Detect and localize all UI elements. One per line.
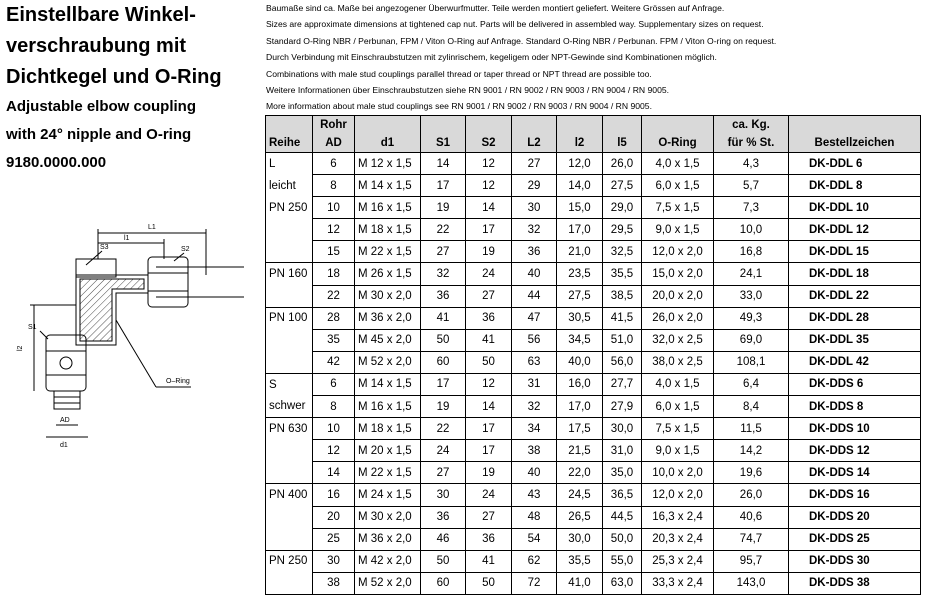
table-cell-kg: 16,8 <box>714 241 789 263</box>
table-cell-l5: 36,5 <box>603 484 642 506</box>
table-cell-l2: 44 <box>512 285 557 307</box>
table-cell-l2: 29 <box>512 175 557 197</box>
header-cell: O-Ring <box>642 134 714 153</box>
table-cell-kg: 6,4 <box>714 373 789 395</box>
table-cell-s2: 12 <box>466 373 512 395</box>
table-cell-l2: 40 <box>512 263 557 285</box>
table-cell-s1: 32 <box>421 263 466 285</box>
table-cell-l5: 35,5 <box>603 263 642 285</box>
table-cell-l2: 17,0 <box>557 396 603 418</box>
table-cell-kg: 74,7 <box>714 528 789 550</box>
table-cell-oring: 33,3 x 2,4 <box>642 572 714 594</box>
table-cell-ad: 6 <box>313 373 355 395</box>
table-cell-l2: 30,0 <box>557 528 603 550</box>
table-cell-d1: M 18 x 1,5 <box>355 418 421 440</box>
title-line: Dichtkegel und O-Ring <box>6 66 222 88</box>
table-cell-l5: 32,5 <box>603 241 642 263</box>
table-cell-code: DK-DDL 35 <box>789 329 921 351</box>
table-cell-kg: 69,0 <box>714 329 789 351</box>
table-cell-kg: 14,2 <box>714 440 789 462</box>
table-cell-l2: 12,0 <box>557 153 603 175</box>
table-cell-code: DK-DDS 20 <box>789 506 921 528</box>
table-cell-reihe <box>266 219 313 241</box>
table-cell-kg: 26,0 <box>714 484 789 506</box>
table-cell-d1: M 14 x 1,5 <box>355 175 421 197</box>
table-cell-l5: 27,7 <box>603 373 642 395</box>
table-cell-s2: 27 <box>466 285 512 307</box>
table-cell-oring: 20,0 x 2,0 <box>642 285 714 307</box>
table-cell-l5: 29,5 <box>603 219 642 241</box>
table-cell-l5: 30,0 <box>603 418 642 440</box>
table-cell-l5: 35,0 <box>603 462 642 484</box>
table-row <box>266 197 921 219</box>
table-cell-code: DK-DDS 14 <box>789 462 921 484</box>
table-cell-l2: 38 <box>512 440 557 462</box>
table-cell-d1: M 42 x 2,0 <box>355 550 421 572</box>
label-l2: l2 <box>17 345 24 351</box>
table-header-row <box>266 116 921 135</box>
table-cell-s1: 60 <box>421 572 466 594</box>
technical-drawing <box>6 215 246 455</box>
label-s1: S1 <box>28 324 37 331</box>
table-cell-ad: 35 <box>313 329 355 351</box>
table-row <box>266 550 921 572</box>
table-row <box>266 506 921 528</box>
table-cell-kg: 8,4 <box>714 396 789 418</box>
table-cell-kg: 49,3 <box>714 307 789 329</box>
note-line: Weitere Informationen über Einschraubstutzen siehe RN 9001 / RN 9002 / RN 9003 / RN 9004 / RN 9005. <box>266 85 670 96</box>
table-cell-d1: M 20 x 1,5 <box>355 440 421 462</box>
table-cell-ad: 14 <box>313 462 355 484</box>
table-cell-oring: 7,5 x 1,5 <box>642 197 714 219</box>
table-cell-l5: 44,5 <box>603 506 642 528</box>
table-cell-ad: 6 <box>313 153 355 175</box>
table-cell-l2: 21,0 <box>557 241 603 263</box>
table-cell-ad: 10 <box>313 418 355 440</box>
table-cell-kg: 24,1 <box>714 263 789 285</box>
table-cell-l2: 27 <box>512 153 557 175</box>
table-cell-code: DK-DDS 12 <box>789 440 921 462</box>
table-row <box>266 484 921 506</box>
table-header-row <box>266 134 921 153</box>
table-cell-s1: 14 <box>421 153 466 175</box>
table-cell-l2: 17,0 <box>557 219 603 241</box>
table-cell-s2: 17 <box>466 440 512 462</box>
table-cell-d1: M 30 x 2,0 <box>355 506 421 528</box>
table-cell-s1: 24 <box>421 440 466 462</box>
header-cell: l2 <box>557 134 603 153</box>
table-cell-l2: 54 <box>512 528 557 550</box>
table-cell-l5: 38,5 <box>603 285 642 307</box>
table-cell-oring: 10,0 x 2,0 <box>642 462 714 484</box>
table-cell-reihe: PN 400 <box>266 484 313 506</box>
header-cell: d1 <box>355 134 421 153</box>
table-cell-s1: 46 <box>421 528 466 550</box>
table-cell-oring: 12,0 x 2,0 <box>642 484 714 506</box>
table-cell-l5: 56,0 <box>603 351 642 373</box>
note-line: More information about male stud couplings see RN 9001 / RN 9002 / RN 9003 / RN 9004 / RN 9005. <box>266 101 652 112</box>
table-cell-ad: 25 <box>313 528 355 550</box>
note-line: Sizes are approximate dimensions at tightened cap nut. Parts will be delivered in assembled way. Supplementary sizes on request. <box>266 19 764 30</box>
table-cell-ad: 8 <box>313 396 355 418</box>
table-cell-kg: 19,6 <box>714 462 789 484</box>
table-cell-oring: 6,0 x 1,5 <box>642 396 714 418</box>
label-l: l1 <box>124 235 130 242</box>
table-cell-d1: M 26 x 1,5 <box>355 263 421 285</box>
table-cell-s2: 36 <box>466 528 512 550</box>
table-row <box>266 528 921 550</box>
table-cell-reihe <box>266 329 313 351</box>
table-cell-d1: M 16 x 1,5 <box>355 197 421 219</box>
table-cell-oring: 9,0 x 1,5 <box>642 440 714 462</box>
table-cell-l2: 72 <box>512 572 557 594</box>
table-cell-l2: 30,5 <box>557 307 603 329</box>
table-cell-kg: 108,1 <box>714 351 789 373</box>
table-cell-d1: M 52 x 2,0 <box>355 351 421 373</box>
table-row <box>266 572 921 594</box>
table-cell-oring: 15,0 x 2,0 <box>642 263 714 285</box>
table-cell-oring: 7,5 x 1,5 <box>642 418 714 440</box>
table-cell-reihe <box>266 440 313 462</box>
table-cell-l5: 27,5 <box>603 175 642 197</box>
table-cell-code: DK-DDL 6 <box>789 153 921 175</box>
table-cell-d1: M 36 x 2,0 <box>355 528 421 550</box>
table-cell-s2: 17 <box>466 418 512 440</box>
table-cell-s1: 22 <box>421 219 466 241</box>
table-cell-s2: 24 <box>466 484 512 506</box>
table-cell-reihe: PN 250 <box>266 197 313 219</box>
header-cell <box>266 116 313 135</box>
table-cell-reihe <box>266 351 313 373</box>
table-cell-s2: 12 <box>466 153 512 175</box>
table-cell-ad: 18 <box>313 263 355 285</box>
table-cell-code: DK-DDS 8 <box>789 396 921 418</box>
table-cell-l2: 17,5 <box>557 418 603 440</box>
table-cell-s1: 30 <box>421 484 466 506</box>
table-cell-reihe: schwer <box>266 396 313 418</box>
table-cell-l2: 47 <box>512 307 557 329</box>
table-cell-reihe <box>266 506 313 528</box>
table-cell-kg: 143,0 <box>714 572 789 594</box>
header-cell: L2 <box>512 134 557 153</box>
table-cell-code: DK-DDL 12 <box>789 219 921 241</box>
table-cell-ad: 20 <box>313 506 355 528</box>
table-cell-code: DK-DDL 10 <box>789 197 921 219</box>
table-cell-l5: 31,0 <box>603 440 642 462</box>
table-cell-l2: 41,0 <box>557 572 603 594</box>
label-s2: S2 <box>181 246 190 253</box>
table-cell-l2: 43 <box>512 484 557 506</box>
table-cell-kg: 33,0 <box>714 285 789 307</box>
table-row <box>266 285 921 307</box>
table-cell-s1: 19 <box>421 197 466 219</box>
table-cell-kg: 11,5 <box>714 418 789 440</box>
title-line: verschraubung mit <box>6 35 187 57</box>
table-cell-reihe <box>266 285 313 307</box>
table-cell-reihe: PN 100 <box>266 307 313 329</box>
table-cell-d1: M 22 x 1,5 <box>355 462 421 484</box>
table-row <box>266 175 921 197</box>
table-cell-s2: 41 <box>466 329 512 351</box>
table-cell-l2: 26,5 <box>557 506 603 528</box>
table-cell-l2: 32 <box>512 219 557 241</box>
note-line: Combinations with male stud couplings parallel thread or taper thread or NPT thread are possible too. <box>266 68 652 79</box>
table-cell-l2: 63 <box>512 351 557 373</box>
table-cell-l5: 51,0 <box>603 329 642 351</box>
table-cell-reihe: PN 630 <box>266 418 313 440</box>
table-cell-code: DK-DDL 15 <box>789 241 921 263</box>
table-cell-l2: 34,5 <box>557 329 603 351</box>
table-cell-reihe <box>266 528 313 550</box>
table-cell-ad: 30 <box>313 550 355 572</box>
table-cell-ad: 38 <box>313 572 355 594</box>
table-cell-s1: 41 <box>421 307 466 329</box>
table-cell-oring: 16,3 x 2,4 <box>642 506 714 528</box>
table-cell-l5: 55,0 <box>603 550 642 572</box>
header-cell: Rohr <box>313 116 355 135</box>
table-cell-kg: 7,3 <box>714 197 789 219</box>
table-cell-d1: M 14 x 1,5 <box>355 373 421 395</box>
table-cell-l2: 56 <box>512 329 557 351</box>
table-cell-code: DK-DDS 25 <box>789 528 921 550</box>
table-cell-s1: 27 <box>421 462 466 484</box>
table-cell-s2: 12 <box>466 175 512 197</box>
table-cell-reihe: L <box>266 153 313 175</box>
table-row <box>266 153 921 175</box>
table-cell-l5: 29,0 <box>603 197 642 219</box>
table-cell-oring: 20,3 x 2,4 <box>642 528 714 550</box>
table-cell-l2: 24,5 <box>557 484 603 506</box>
table-cell-d1: M 24 x 1,5 <box>355 484 421 506</box>
header-cell: für % St. <box>714 134 789 153</box>
table-cell-s1: 17 <box>421 175 466 197</box>
table-cell-s2: 19 <box>466 241 512 263</box>
header-cell: l5 <box>603 134 642 153</box>
table-cell-s2: 14 <box>466 396 512 418</box>
header-cell: AD <box>313 134 355 153</box>
header-cell: S1 <box>421 134 466 153</box>
table-row <box>266 373 921 395</box>
table-cell-code: DK-DDS 10 <box>789 418 921 440</box>
table-cell-d1: M 16 x 1,5 <box>355 396 421 418</box>
table-cell-l2: 35,5 <box>557 550 603 572</box>
table-row <box>266 462 921 484</box>
table-cell-s1: 50 <box>421 329 466 351</box>
table-cell-code: DK-DDS 16 <box>789 484 921 506</box>
table-cell-s2: 50 <box>466 351 512 373</box>
note-line: Durch Verbindung mit Einschraubstutzen mit zylinrischem, kegeligem oder NPT-Gewinde sind Kombinationen möglich. <box>266 52 717 63</box>
subtitle-line: with 24° nipple and O-ring <box>6 126 192 143</box>
note-line: Standard O-Ring NBR / Perbunan, FPM / Viton O-Ring auf Anfrage. Standard O-Ring NBR / Perbunan. FPM / Viton O-ring on request. <box>266 35 777 46</box>
table-row <box>266 241 921 263</box>
table-cell-s1: 60 <box>421 351 466 373</box>
table-cell-s1: 22 <box>421 418 466 440</box>
table-row <box>266 219 921 241</box>
table-cell-d1: M 45 x 2,0 <box>355 329 421 351</box>
table-cell-l2: 22,0 <box>557 462 603 484</box>
table-cell-ad: 12 <box>313 440 355 462</box>
table-cell-l2: 16,0 <box>557 373 603 395</box>
table-cell-kg: 40,6 <box>714 506 789 528</box>
table-cell-code: DK-DDL 42 <box>789 351 921 373</box>
label-oring: O–Ring <box>166 378 190 385</box>
table-cell-l2: 15,0 <box>557 197 603 219</box>
table-cell-reihe: PN 250 <box>266 550 313 572</box>
table-cell-code: DK-DDS 38 <box>789 572 921 594</box>
table-cell-l5: 26,0 <box>603 153 642 175</box>
table-cell-l2: 23,5 <box>557 263 603 285</box>
table-row <box>266 351 921 373</box>
table-cell-s2: 27 <box>466 506 512 528</box>
label-d1: d1 <box>60 442 68 449</box>
title-line: Einstellbare Winkel- <box>6 4 196 26</box>
table-cell-code: DK-DDS 6 <box>789 373 921 395</box>
header-cell: ca. Kg. <box>714 116 789 135</box>
table-row <box>266 440 921 462</box>
table-row <box>266 263 921 285</box>
header-cell: S2 <box>466 134 512 153</box>
table-cell-l2: 32 <box>512 396 557 418</box>
table-cell-s2: 19 <box>466 462 512 484</box>
article-number: 9180.0000.000 <box>6 154 107 171</box>
notes-block <box>266 0 921 115</box>
table-cell-ad: 42 <box>313 351 355 373</box>
table-row <box>266 418 921 440</box>
table-cell-code: DK-DDL 18 <box>789 263 921 285</box>
table-cell-l2: 14,0 <box>557 175 603 197</box>
label-ad: AD <box>60 417 70 424</box>
table-cell-s1: 36 <box>421 285 466 307</box>
table-cell-oring: 6,0 x 1,5 <box>642 175 714 197</box>
table-cell-l2: 40 <box>512 462 557 484</box>
table-cell-ad: 28 <box>313 307 355 329</box>
table-cell-oring: 26,0 x 2,0 <box>642 307 714 329</box>
label-l1: L1 <box>148 224 156 231</box>
table-cell-reihe: PN 160 <box>266 263 313 285</box>
table-cell-oring: 9,0 x 1,5 <box>642 219 714 241</box>
table-cell-s2: 14 <box>466 197 512 219</box>
table-cell-l2: 40,0 <box>557 351 603 373</box>
table-cell-code: DK-DDL 28 <box>789 307 921 329</box>
table-cell-ad: 12 <box>313 219 355 241</box>
table-cell-code: DK-DDL 22 <box>789 285 921 307</box>
table-cell-kg: 5,7 <box>714 175 789 197</box>
table-cell-kg: 4,3 <box>714 153 789 175</box>
table-cell-reihe: leicht <box>266 175 313 197</box>
table-cell-s1: 36 <box>421 506 466 528</box>
table-cell-ad: 10 <box>313 197 355 219</box>
table-cell-reihe: S <box>266 373 313 395</box>
table-cell-s1: 50 <box>421 550 466 572</box>
table-cell-s2: 50 <box>466 572 512 594</box>
table-cell-l5: 41,5 <box>603 307 642 329</box>
table-cell-s1: 17 <box>421 373 466 395</box>
header-cell: Reihe <box>266 134 313 153</box>
table-cell-l2: 30 <box>512 197 557 219</box>
table-cell-oring: 25,3 x 2,4 <box>642 550 714 572</box>
table-cell-reihe <box>266 462 313 484</box>
table-cell-l2: 31 <box>512 373 557 395</box>
table-row <box>266 307 921 329</box>
table-cell-d1: M 22 x 1,5 <box>355 241 421 263</box>
table-cell-ad: 22 <box>313 285 355 307</box>
table-cell-l5: 27,9 <box>603 396 642 418</box>
table-cell-s1: 27 <box>421 241 466 263</box>
header-cell: Bestellzeichen <box>789 134 921 153</box>
table-cell-d1: M 36 x 2,0 <box>355 307 421 329</box>
table-cell-l5: 50,0 <box>603 528 642 550</box>
table-cell-d1: M 18 x 1,5 <box>355 219 421 241</box>
table-cell-l2: 36 <box>512 241 557 263</box>
table-cell-reihe <box>266 572 313 594</box>
table-cell-d1: M 30 x 2,0 <box>355 285 421 307</box>
table-cell-reihe <box>266 241 313 263</box>
table-cell-kg: 95,7 <box>714 550 789 572</box>
table-cell-l2: 27,5 <box>557 285 603 307</box>
table-cell-kg: 10,0 <box>714 219 789 241</box>
table-cell-ad: 16 <box>313 484 355 506</box>
table-cell-oring: 32,0 x 2,5 <box>642 329 714 351</box>
table-cell-ad: 15 <box>313 241 355 263</box>
table-cell-s2: 17 <box>466 219 512 241</box>
table-cell-l2: 21,5 <box>557 440 603 462</box>
table-row <box>266 329 921 351</box>
table-cell-s2: 36 <box>466 307 512 329</box>
product-heading <box>6 0 256 177</box>
table-cell-s2: 41 <box>466 550 512 572</box>
table-cell-l2: 48 <box>512 506 557 528</box>
table-cell-d1: M 52 x 2,0 <box>355 572 421 594</box>
dimension-table <box>265 115 921 595</box>
table-cell-l2: 34 <box>512 418 557 440</box>
subtitle-line: Adjustable elbow coupling <box>6 98 197 115</box>
table-cell-s2: 24 <box>466 263 512 285</box>
table-cell-oring: 12,0 x 2,0 <box>642 241 714 263</box>
table-row <box>266 396 921 418</box>
table-cell-s1: 19 <box>421 396 466 418</box>
table-cell-d1: M 12 x 1,5 <box>355 153 421 175</box>
table-cell-l2: 62 <box>512 550 557 572</box>
label-s3: S3 <box>100 244 109 251</box>
table-cell-oring: 38,0 x 2,5 <box>642 351 714 373</box>
table-cell-code: DK-DDS 30 <box>789 550 921 572</box>
table-cell-oring: 4,0 x 1,5 <box>642 153 714 175</box>
table-cell-l5: 63,0 <box>603 572 642 594</box>
table-cell-oring: 4,0 x 1,5 <box>642 373 714 395</box>
table-cell-ad: 8 <box>313 175 355 197</box>
note-line: Baumaße sind ca. Maße bei angezogener Überwurfmutter. Teile werden montiert geliefert. Weitere Grössen auf Anfrage. <box>266 3 725 13</box>
table-cell-code: DK-DDL 8 <box>789 175 921 197</box>
